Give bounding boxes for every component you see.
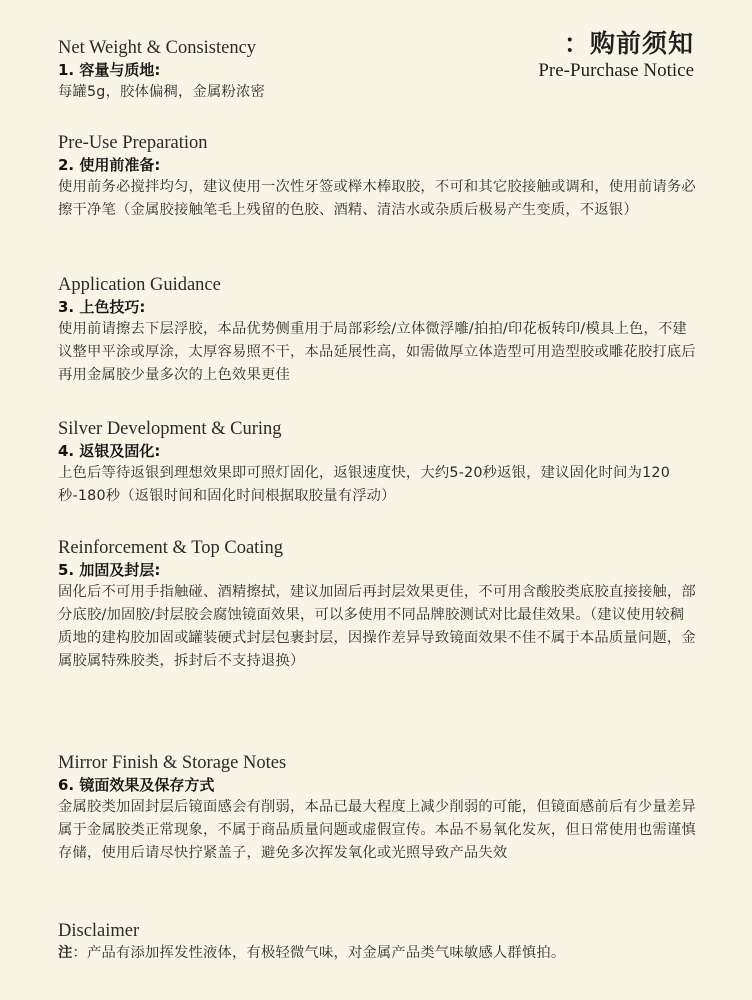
section-title-cn: 3. 上色技巧: xyxy=(58,298,146,316)
section-title-en: Application Guidance xyxy=(58,275,221,295)
page-title-en: Pre-Purchase Notice xyxy=(538,60,694,81)
section-body: 每罐5g，胶体偏稠，金属粉浓密 xyxy=(58,84,266,100)
section-body: 金属胶类加固封层后镜面感会有削弱，本品已最大程度上减少削弱的可能，但镜面感前后有少量差异属于金属胶类正常现象，不属于商品质量问题或虚假宣传。本品不易氧化发灰，但日常使用也需谨慎存储，使用后请尽快拧紧盖子，避免多次挥发氧化或光照导致产品失效 xyxy=(58,799,696,861)
page-title-cn: ：购前须知 xyxy=(563,29,694,58)
section-body: 使用前请擦去下层浮胶，本品优势侧重用于局部彩绘/立体微浮雕/拍拍/印花板转印/模具上色，不建议整甲平涂或厚涂，太厚容易照不干，本品延展性高，如需做厚立体造型可用造型胶或雕花胶打底后再用金属胶少量多次的上色效果更佳 xyxy=(58,321,696,383)
section-title-en: Net Weight & Consistency xyxy=(58,38,257,58)
section-silver-curing xyxy=(58,418,698,508)
section-reinforcement xyxy=(58,537,698,673)
section-net-weight xyxy=(58,37,698,104)
section-body: 固化后不可用手指触碰、酒精擦拭，建议加固后再封层效果更佳，不可用含酸胶类底胶直接接触，部分底胶/加固胶/封层胶会腐蚀镜面效果，可以多使用不同品牌胶测试对比最佳效果。（建议使用较稠质地的建构胶加固或罐装硬式封层包裹封层，因操作差异导致镜面效果不佳不属于本品质量问题，金属胶属特殊胶类，拆封后不支持退换） xyxy=(58,584,696,669)
section-title-en: Pre-Use Preparation xyxy=(58,133,208,153)
section-title-en: Silver Development & Curing xyxy=(58,419,282,439)
section-title-en: Reinforcement & Top Coating xyxy=(58,538,283,558)
section-body: 上色后等待返银到理想效果即可照灯固化，返银速度快，大约5-20秒返银，建议固化时间为120秒-180秒（返银时间和固化时间根据取胶量有浮动） xyxy=(58,465,671,504)
note-lead: 注 xyxy=(58,945,73,961)
section-title-cn: 2. 使用前准备: xyxy=(58,156,161,174)
section-pre-use xyxy=(58,132,698,222)
section-title-cn: 1. 容量与质地: xyxy=(58,61,161,79)
note-body: ：产品有添加挥发性液体，有极轻微气味，对金属产品类气味敏感人群慎拍。 xyxy=(72,945,566,961)
section-title-en: Mirror Finish & Storage Notes xyxy=(58,753,287,773)
section-mirror-storage xyxy=(58,752,698,865)
section-title-cn: 5. 加固及封层: xyxy=(58,561,161,579)
section-title-cn: 4. 返银及固化: xyxy=(58,442,161,460)
section-application xyxy=(58,274,698,387)
section-title-cn: 6. 镜面效果及保存方式 xyxy=(58,776,215,794)
section-body: 使用前务必搅拌均匀，建议使用一次性牙签或榉木棒取胶，不可和其它胶接触或调和，使用前请务必擦干净笔（金属胶接触笔毛上残留的色胶、酒精、清洁水或杂质后极易产生变质，不返银） xyxy=(58,179,696,218)
section-title-en: Disclaimer xyxy=(58,921,140,941)
section-disclaimer xyxy=(58,920,698,965)
disclaimer-text xyxy=(58,942,698,965)
